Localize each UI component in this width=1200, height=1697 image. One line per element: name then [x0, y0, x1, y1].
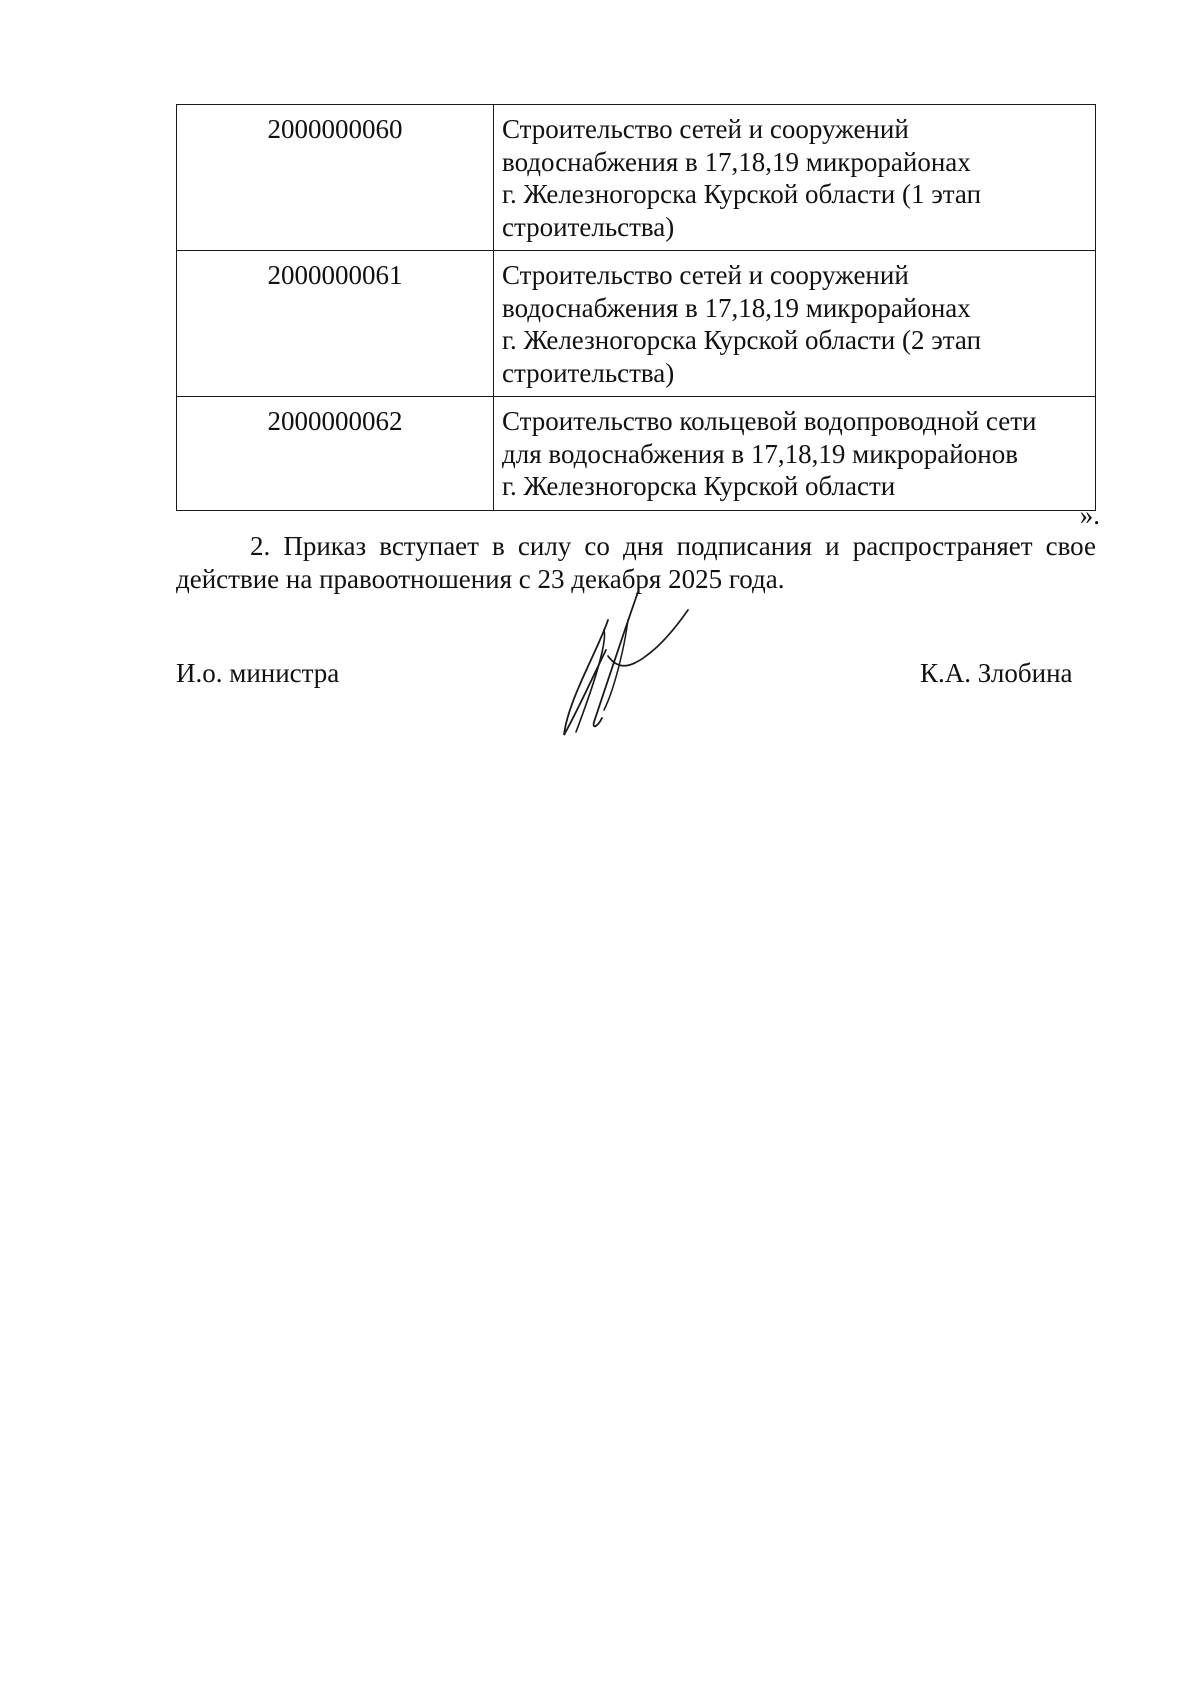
- name-line: г. Железногорска Курской области: [502, 471, 896, 501]
- paragraph-line-1: 2. Приказ вступает в силу со дня подписания и распространяет свое: [250, 531, 1096, 561]
- signatory-role: И.о. министра: [176, 658, 340, 688]
- code-cell: 2000000061: [177, 251, 494, 397]
- name-line: водоснабжения в 17,18,19 микрорайонах: [502, 146, 971, 177]
- name-line: Строительство сетей и сооружений: [502, 260, 909, 290]
- table-row: [177, 397, 1096, 511]
- handwritten-signature: [548, 590, 708, 740]
- table-row: [177, 251, 1096, 397]
- effective-date-paragraph: [176, 530, 1096, 596]
- name-line: строительства): [502, 211, 675, 242]
- signatory-name: К.А. Злобина: [920, 658, 1073, 688]
- codes-table: [176, 104, 1096, 511]
- name-line: г. Железногорска Курской области (1 этап: [502, 179, 982, 209]
- name-line: Строительство сетей и сооружений: [502, 114, 909, 144]
- closing-quote: ».: [1079, 500, 1100, 530]
- name-line: г. Железногорска Курской области (2 этап: [502, 325, 982, 355]
- code-cell: 2000000062: [177, 397, 494, 511]
- name-cell: [494, 105, 1096, 251]
- name-line: для водоснабжения в 17,18,19 микрорайонов: [502, 438, 1018, 469]
- name-line: водоснабжения в 17,18,19 микрорайонах: [502, 292, 971, 323]
- paragraph-line-2: действие на правоотношения с 23 декабря 2025 года.: [176, 564, 785, 594]
- code-cell: 2000000060: [177, 105, 494, 251]
- table-row: [177, 105, 1096, 251]
- name-line: Строительство кольцевой водопроводной сети: [502, 406, 1037, 436]
- name-line: строительства): [502, 357, 675, 388]
- name-cell: [494, 397, 1096, 511]
- name-cell: [494, 251, 1096, 397]
